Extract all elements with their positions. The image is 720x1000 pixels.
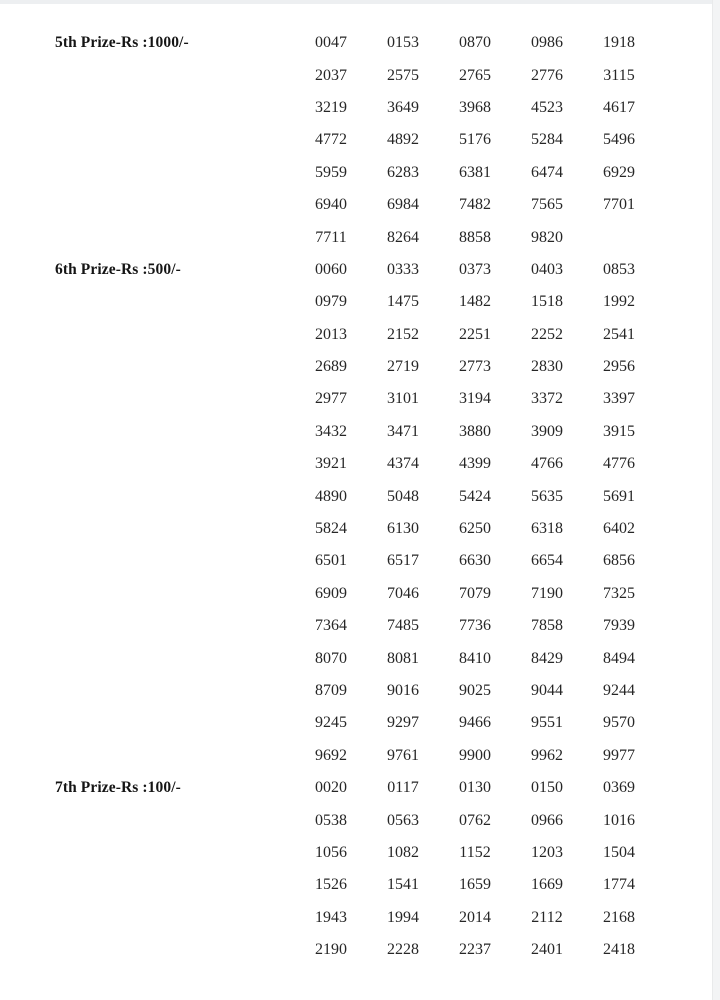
winning-number: 4374 xyxy=(387,455,419,473)
winning-number: 9692 xyxy=(315,746,347,764)
prize-row xyxy=(55,480,665,512)
winning-number: 9962 xyxy=(531,746,563,764)
prize-row xyxy=(55,157,665,189)
winning-number: 2977 xyxy=(315,390,347,408)
winning-number: 2956 xyxy=(603,358,635,376)
prize-row xyxy=(55,545,665,577)
winning-number: 0373 xyxy=(459,260,491,278)
winning-number: 6402 xyxy=(603,520,635,538)
winning-number: 7701 xyxy=(603,196,635,214)
prize-row xyxy=(55,59,665,91)
winning-number: 8264 xyxy=(387,228,419,246)
winning-number: 6501 xyxy=(315,552,347,570)
winning-number: 5176 xyxy=(459,131,491,149)
winning-number: 6984 xyxy=(387,196,419,214)
winning-number: 0538 xyxy=(315,811,347,829)
winning-number: 2152 xyxy=(387,325,419,343)
winning-number: 1992 xyxy=(603,293,635,311)
winning-number: 7079 xyxy=(459,584,491,602)
prize-row xyxy=(55,254,665,286)
prize-row xyxy=(55,837,665,869)
prize-row xyxy=(55,189,665,221)
winning-number: 1541 xyxy=(387,876,419,894)
winning-number: 8709 xyxy=(315,682,347,699)
winning-number: 7482 xyxy=(459,196,491,214)
prize-row xyxy=(55,448,665,480)
winning-number: 0117 xyxy=(387,779,419,797)
winning-number: 1994 xyxy=(387,908,419,926)
prize-row xyxy=(55,934,665,966)
winning-number: 3880 xyxy=(459,422,491,440)
winning-number: 6474 xyxy=(531,163,563,181)
winning-number: 9297 xyxy=(387,714,419,732)
winning-number: 6630 xyxy=(459,552,491,570)
winning-number: 2776 xyxy=(531,66,563,84)
winning-number: 2418 xyxy=(603,941,635,959)
winning-number: 1082 xyxy=(387,843,419,861)
prize-row xyxy=(55,286,665,318)
winning-number: 7858 xyxy=(531,617,563,635)
winning-number: 9466 xyxy=(459,714,491,732)
winning-number: 4892 xyxy=(387,131,419,149)
winning-number: 6381 xyxy=(459,163,491,181)
prize-row xyxy=(55,675,665,707)
winning-number: 3909 xyxy=(531,422,563,440)
winning-number: 6283 xyxy=(387,163,419,181)
prize-row xyxy=(55,578,665,610)
winning-number: 3219 xyxy=(315,98,347,116)
winning-number: 7364 xyxy=(315,617,347,635)
winning-number: 2013 xyxy=(315,325,347,343)
winning-number: 6909 xyxy=(315,584,347,602)
winning-number: 0986 xyxy=(531,34,563,52)
prize-row xyxy=(55,772,665,804)
winning-number: 3101 xyxy=(387,390,419,408)
winning-number: 6318 xyxy=(531,520,563,538)
winning-number: 3915 xyxy=(603,422,635,440)
prize-tier-label: 6th Prize-Rs :500/- xyxy=(55,260,181,278)
prize-row xyxy=(55,902,665,934)
winning-number: 5496 xyxy=(603,131,635,149)
winning-number: 0403 xyxy=(531,260,563,278)
winning-number: 9900 xyxy=(459,746,491,764)
winning-number: 9820 xyxy=(531,228,563,246)
winning-number: 3921 xyxy=(315,455,347,473)
winning-number: 5691 xyxy=(603,487,635,505)
winning-number: 1918 xyxy=(603,34,635,52)
winning-number: 4890 xyxy=(315,487,347,505)
winning-number: 1659 xyxy=(459,876,491,894)
winning-number: 3372 xyxy=(531,390,563,408)
winning-number: 3471 xyxy=(387,422,419,440)
winning-number: 8429 xyxy=(531,649,563,667)
winning-number: 2719 xyxy=(387,358,419,376)
winning-number: 3397 xyxy=(603,390,635,408)
prize-tier-label: 5th Prize-Rs :1000/- xyxy=(55,34,189,52)
winning-number: 2112 xyxy=(531,908,563,926)
winning-number: 6940 xyxy=(315,196,347,214)
lottery-results-list xyxy=(55,27,665,966)
winning-number: 0762 xyxy=(459,811,491,829)
winning-number: 7046 xyxy=(387,584,419,602)
winning-number: 2541 xyxy=(603,325,635,343)
winning-number: 1518 xyxy=(531,293,563,311)
winning-number: 4772 xyxy=(315,131,347,149)
winning-number: 2251 xyxy=(459,325,491,343)
winning-number: 2014 xyxy=(459,908,491,926)
prize-row xyxy=(55,416,665,448)
winning-number: 4523 xyxy=(531,98,563,116)
winning-number: 0369 xyxy=(603,779,635,797)
winning-number: 9244 xyxy=(603,682,635,699)
winning-number: 1482 xyxy=(459,293,491,311)
winning-number: 4399 xyxy=(459,455,491,473)
winning-number: 2228 xyxy=(387,941,419,959)
prize-row xyxy=(55,642,665,674)
winning-number: 2830 xyxy=(531,358,563,376)
winning-number: 5048 xyxy=(387,487,419,505)
winning-number: 3115 xyxy=(603,66,635,84)
winning-number: 0020 xyxy=(315,779,347,797)
prize-row xyxy=(55,707,665,739)
winning-number: 0153 xyxy=(387,34,419,52)
page-top-edge-strip xyxy=(0,0,720,4)
prize-row xyxy=(55,27,665,59)
winning-number: 8070 xyxy=(315,649,347,667)
winning-number: 9025 xyxy=(459,682,491,699)
winning-number: 1016 xyxy=(603,811,635,829)
winning-number: 4776 xyxy=(603,455,635,473)
winning-number: 2037 xyxy=(315,66,347,84)
page-right-edge-strip xyxy=(712,0,720,1000)
winning-number: 9570 xyxy=(603,714,635,732)
winning-number: 0150 xyxy=(531,779,563,797)
winning-number: 5635 xyxy=(531,487,563,505)
winning-number: 0853 xyxy=(603,260,635,278)
winning-number: 0130 xyxy=(459,779,491,797)
winning-number: 9245 xyxy=(315,714,347,732)
prize-tier-label: 7th Prize-Rs :100/- xyxy=(55,779,181,797)
winning-number: 7485 xyxy=(387,617,419,635)
winning-number: 3649 xyxy=(387,98,419,116)
winning-number: 5284 xyxy=(531,131,563,149)
winning-number: 8410 xyxy=(459,649,491,667)
winning-number: 6250 xyxy=(459,520,491,538)
winning-number: 6654 xyxy=(531,552,563,570)
winning-number: 1056 xyxy=(315,843,347,861)
winning-number: 6929 xyxy=(603,163,635,181)
winning-number: 2575 xyxy=(387,66,419,84)
prize-row xyxy=(55,513,665,545)
winning-number: 9977 xyxy=(603,746,635,764)
winning-number: 1152 xyxy=(459,843,491,861)
winning-number: 8081 xyxy=(387,649,419,667)
winning-number: 2401 xyxy=(531,941,563,959)
prize-row xyxy=(55,319,665,351)
winning-number: 1475 xyxy=(387,293,419,311)
prize-row xyxy=(55,804,665,836)
winning-number: 0979 xyxy=(315,293,347,311)
winning-number: 5959 xyxy=(315,163,347,181)
prize-row xyxy=(55,221,665,253)
winning-number: 4617 xyxy=(603,98,635,116)
winning-number: 5424 xyxy=(459,487,491,505)
prize-row xyxy=(55,869,665,901)
winning-number: 1203 xyxy=(531,843,563,861)
prize-row xyxy=(55,383,665,415)
winning-number: 9016 xyxy=(387,682,419,699)
prize-row xyxy=(55,92,665,124)
winning-number: 0047 xyxy=(315,34,347,52)
winning-number: 3194 xyxy=(459,390,491,408)
winning-number: 0870 xyxy=(459,34,491,52)
winning-number: 7939 xyxy=(603,617,635,635)
winning-number: 9551 xyxy=(531,714,563,732)
winning-number: 8494 xyxy=(603,649,635,667)
winning-number: 1526 xyxy=(315,876,347,894)
winning-number: 1669 xyxy=(531,876,563,894)
winning-number: 6130 xyxy=(387,520,419,538)
winning-number: 2773 xyxy=(459,358,491,376)
winning-number: 5824 xyxy=(315,520,347,538)
winning-number: 2168 xyxy=(603,908,635,926)
winning-number: 0333 xyxy=(387,260,419,278)
winning-number: 0966 xyxy=(531,811,563,829)
winning-number: 3968 xyxy=(459,98,491,116)
winning-number: 4766 xyxy=(531,455,563,473)
winning-number: 9761 xyxy=(387,746,419,764)
winning-number: 3432 xyxy=(315,422,347,440)
winning-number: 2252 xyxy=(531,325,563,343)
prize-row xyxy=(55,124,665,156)
winning-number: 1943 xyxy=(315,908,347,926)
winning-number: 6856 xyxy=(603,552,635,570)
winning-number: 6517 xyxy=(387,552,419,570)
prize-row xyxy=(55,351,665,383)
winning-number: 1504 xyxy=(603,843,635,861)
winning-number: 2765 xyxy=(459,66,491,84)
winning-number: 1774 xyxy=(603,876,635,894)
prize-row xyxy=(55,740,665,772)
winning-number: 9044 xyxy=(531,682,563,699)
winning-number: 7736 xyxy=(459,617,491,635)
prize-row xyxy=(55,610,665,642)
winning-number: 2237 xyxy=(459,941,491,959)
winning-number: 7711 xyxy=(315,228,347,246)
winning-number: 7565 xyxy=(531,196,563,214)
winning-number: 7325 xyxy=(603,584,635,602)
winning-number: 0060 xyxy=(315,260,347,278)
winning-number: 2689 xyxy=(315,358,347,376)
winning-number: 0563 xyxy=(387,811,419,829)
winning-number: 7190 xyxy=(531,584,563,602)
winning-number: 8858 xyxy=(459,228,491,246)
winning-number: 2190 xyxy=(315,941,347,959)
